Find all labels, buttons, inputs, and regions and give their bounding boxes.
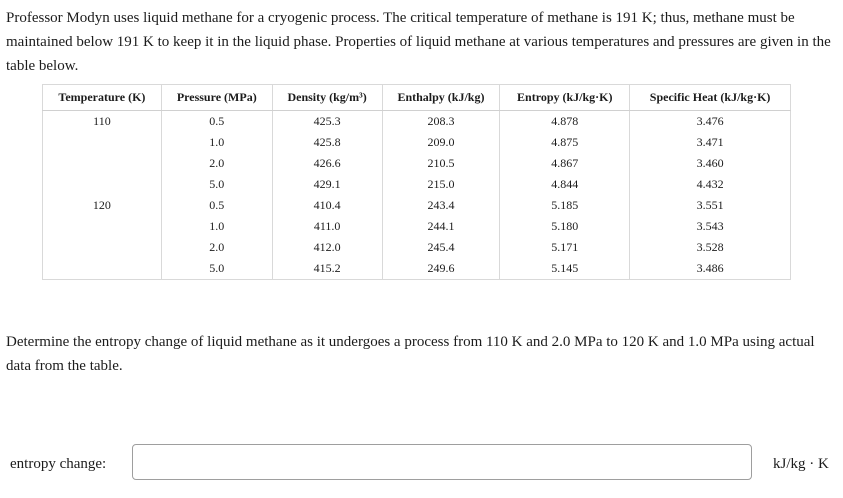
cell-density: 415.2 <box>272 258 382 280</box>
cell-enthalpy: 208.3 <box>382 111 500 133</box>
cell-entropy: 4.878 <box>500 111 630 133</box>
cell-temperature: 120 <box>43 195 162 216</box>
cell-temperature <box>43 132 162 153</box>
cell-entropy: 4.875 <box>500 132 630 153</box>
question-text: Determine the entropy change of liquid methane as it undergoes a process from 110 K and 2.0 MPa to 120 K and 1.0 MPa using actual data from the table. <box>6 334 815 374</box>
table-row <box>43 216 791 237</box>
cell-entropy: 5.180 <box>500 216 630 237</box>
cell-pressure: 0.5 <box>161 195 272 216</box>
cell-enthalpy: 249.6 <box>382 258 500 280</box>
cell-entropy: 4.867 <box>500 153 630 174</box>
cell-entropy: 4.844 <box>500 174 630 195</box>
cell-temperature <box>43 174 162 195</box>
table-header-row <box>43 85 791 111</box>
cell-pressure: 0.5 <box>161 111 272 133</box>
table-row <box>43 195 791 216</box>
entropy-change-unit: kJ/kg · K <box>773 456 829 472</box>
cell-temperature <box>43 216 162 237</box>
cell-pressure: 1.0 <box>161 132 272 153</box>
cell-pressure: 2.0 <box>161 237 272 258</box>
table-row <box>43 237 791 258</box>
cell-temperature <box>43 153 162 174</box>
cell-density: 412.0 <box>272 237 382 258</box>
header-specific-heat: Specific Heat (kJ/kg·K) <box>630 85 791 111</box>
cell-enthalpy: 209.0 <box>382 132 500 153</box>
header-pressure: Pressure (MPa) <box>161 85 272 111</box>
cell-specific-heat: 3.543 <box>630 216 791 237</box>
cell-density: 426.6 <box>272 153 382 174</box>
cell-pressure: 5.0 <box>161 174 272 195</box>
cell-enthalpy: 210.5 <box>382 153 500 174</box>
cell-density: 425.8 <box>272 132 382 153</box>
cell-pressure: 5.0 <box>161 258 272 280</box>
cell-temperature: 110 <box>43 111 162 133</box>
properties-table <box>42 84 791 280</box>
cell-density: 410.4 <box>272 195 382 216</box>
header-density: Density (kg/m³) <box>272 85 382 111</box>
cell-enthalpy: 215.0 <box>382 174 500 195</box>
cell-density: 429.1 <box>272 174 382 195</box>
cell-enthalpy: 244.1 <box>382 216 500 237</box>
cell-entropy: 5.145 <box>500 258 630 280</box>
cell-density: 411.0 <box>272 216 382 237</box>
cell-specific-heat: 3.460 <box>630 153 791 174</box>
cell-enthalpy: 243.4 <box>382 195 500 216</box>
table-row <box>43 132 791 153</box>
header-entropy: Entropy (kJ/kg·K) <box>500 85 630 111</box>
table-row <box>43 111 791 133</box>
cell-specific-heat: 4.432 <box>630 174 791 195</box>
problem-intro: Professor Modyn uses liquid methane for a cryogenic process. The critical temperature of methane is 191 K; thus, methane must be maintained below 191 K to keep it in the liquid phase. Properties of liquid methane at various temperatures and pressures are given in the table below. <box>6 10 831 74</box>
entropy-change-label: entropy change: <box>10 456 107 472</box>
cell-specific-heat: 3.551 <box>630 195 791 216</box>
cell-entropy: 5.171 <box>500 237 630 258</box>
table-row <box>43 258 791 280</box>
cell-specific-heat: 3.476 <box>630 111 791 133</box>
cell-entropy: 5.185 <box>500 195 630 216</box>
entropy-change-input[interactable] <box>132 444 752 480</box>
header-temperature: Temperature (K) <box>43 85 162 111</box>
cell-temperature <box>43 258 162 280</box>
cell-enthalpy: 245.4 <box>382 237 500 258</box>
cell-specific-heat: 3.471 <box>630 132 791 153</box>
cell-specific-heat: 3.528 <box>630 237 791 258</box>
cell-temperature <box>43 237 162 258</box>
table-row <box>43 153 791 174</box>
cell-pressure: 2.0 <box>161 153 272 174</box>
cell-specific-heat: 3.486 <box>630 258 791 280</box>
cell-pressure: 1.0 <box>161 216 272 237</box>
table-row <box>43 174 791 195</box>
header-enthalpy: Enthalpy (kJ/kg) <box>382 85 500 111</box>
cell-density: 425.3 <box>272 111 382 133</box>
